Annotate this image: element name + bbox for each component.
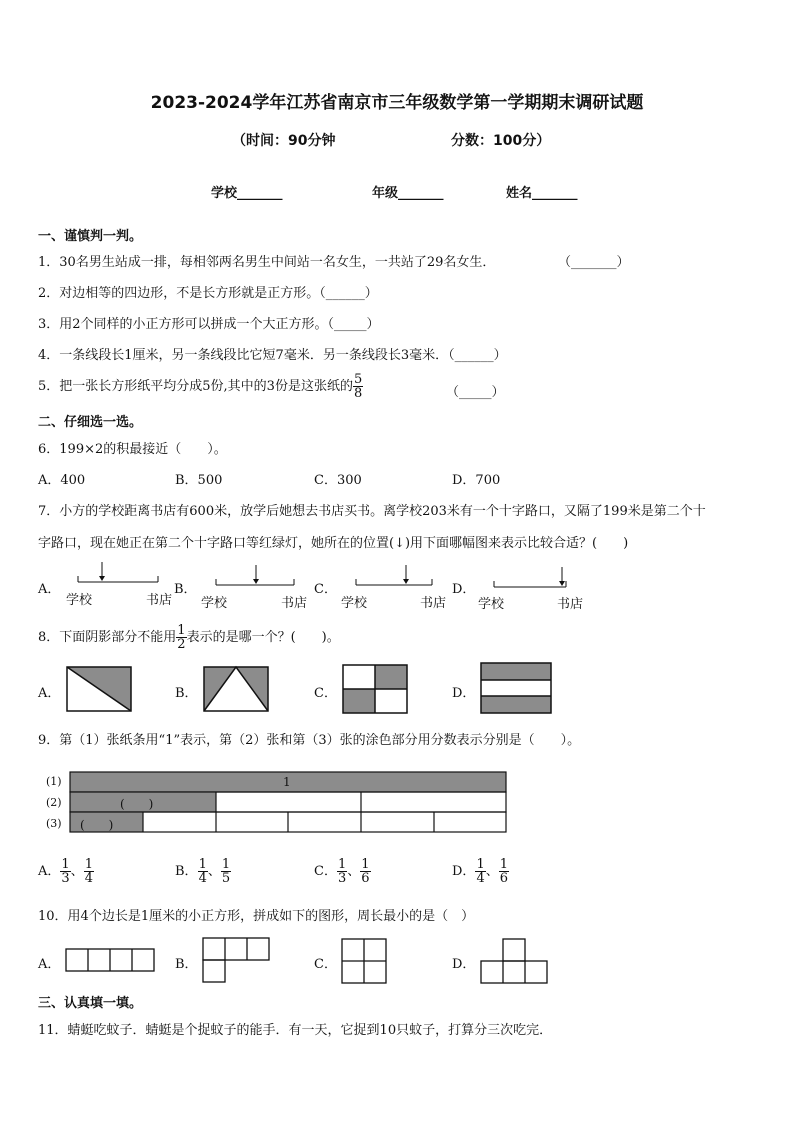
question-5-text: 5．把一张长方形纸平均分成5份,其中的3份是这张纸的 — [38, 379, 353, 394]
fraction-denominator: 6 — [499, 871, 509, 886]
q8-shape-b — [201, 664, 271, 714]
q6-option-b[interactable]: B．500 — [175, 473, 223, 488]
fraction-numerator: 1 — [337, 857, 347, 872]
fraction-denominator: 8 — [353, 386, 363, 401]
q8-option-c[interactable]: C． — [314, 686, 337, 701]
q8-option-b[interactable]: B． — [175, 686, 198, 701]
q7-a-store-label: 书店 — [146, 593, 173, 608]
separator: 、 — [485, 864, 499, 879]
question-6: 6．199×2的积最接近（ ）。 — [38, 442, 227, 457]
question-7-line2: 字路口，现在她正在第二个十字路口等红绿灯，她所在的位置(↓)用下面哪幅图来表示比较合适？( ) — [38, 536, 629, 551]
fraction-numerator: 5 — [353, 372, 363, 387]
grade-field[interactable]: 年级_______ — [372, 186, 444, 201]
q9-row-2-label: (2) — [46, 796, 62, 809]
q8-shape-a — [64, 664, 134, 714]
fraction-numerator: 1 — [361, 857, 370, 872]
fraction-numerator: 1 — [221, 857, 231, 872]
option-label: D． — [452, 864, 476, 879]
fraction-numerator: 1 — [61, 857, 70, 872]
q6-option-c[interactable]: C．300 — [314, 473, 362, 488]
fraction-5-8 — [353, 373, 363, 400]
q10-option-d[interactable]: D． — [452, 957, 476, 972]
q7-d-school-label: 学校 — [478, 597, 505, 612]
answer-blank-1[interactable]: （_______） — [558, 255, 630, 270]
q7-a-school-label: 学校 — [66, 593, 93, 608]
option-label: C． — [314, 864, 337, 879]
name-field[interactable]: 姓名_______ — [506, 186, 578, 201]
school-field[interactable]: 学校_______ — [211, 186, 283, 201]
fraction-numerator: 1 — [499, 857, 509, 872]
q7-c-store-label: 书店 — [420, 596, 447, 611]
question-1: 1．30名男生站成一排，每相邻两名男生中间站一名女生，一共站了29名女生． — [38, 255, 496, 270]
fraction-b1 — [198, 858, 208, 885]
page-title: 2023-2024学年江苏省南京市三年级数学第一学期期末调研试题 — [150, 93, 644, 113]
fraction-denominator: 4 — [84, 871, 93, 886]
fraction-b2 — [221, 858, 231, 885]
q7-c-school-label: 学校 — [341, 596, 368, 611]
q7-b-school-label: 学校 — [201, 596, 228, 611]
section-fill: 三、认真填一填。 — [38, 996, 143, 1011]
fraction-numerator: 1 — [476, 857, 485, 872]
q9-row-3-label: (3) — [46, 817, 62, 830]
fraction-denominator: 3 — [61, 871, 70, 886]
q8-shape-c — [340, 662, 410, 716]
section-judge: 一、谨慎判一判。 — [38, 229, 143, 244]
option-label: B． — [175, 864, 198, 879]
q7-b-store-label: 书店 — [281, 596, 308, 611]
q10-option-a[interactable]: A． — [38, 957, 61, 972]
q10-shape-b — [201, 936, 273, 984]
fraction-c2 — [360, 858, 370, 885]
fraction-a1 — [60, 858, 70, 885]
q9-option-b[interactable] — [175, 858, 231, 885]
q9-strip-one-label: 1 — [283, 775, 291, 789]
question-8-text: 8．下面阴影部分不能用 — [38, 630, 177, 645]
q7-option-c[interactable]: C． — [314, 582, 337, 597]
fraction-c1 — [337, 858, 347, 885]
exam-time: （时间：90分钟 — [232, 133, 336, 149]
fraction-d2 — [499, 858, 509, 885]
q9-option-d[interactable] — [452, 858, 509, 885]
fraction-denominator: 4 — [476, 871, 485, 886]
fraction-denominator: 3 — [337, 871, 347, 886]
q9-row-2-blank[interactable]: ( ) — [120, 797, 154, 811]
question-7-line1: 7．小方的学校距离书店有600米，放学后她想去书店买书。离学校203米有一个十字路口，又隔了199米是第二个十 — [38, 504, 706, 519]
question-3: 3．用2个同样的小正方形可以拼成一个大正方形。（_____） — [38, 317, 380, 332]
fraction-1-2 — [176, 624, 186, 651]
q7-option-d[interactable]: D． — [452, 582, 476, 597]
q7-option-a[interactable]: A． — [38, 582, 61, 597]
option-label: A． — [38, 864, 61, 879]
q10-option-b[interactable]: B． — [175, 957, 198, 972]
fraction-denominator: 6 — [361, 871, 370, 886]
q9-row-3-blank[interactable]: ( ) — [80, 818, 114, 832]
q6-option-d[interactable]: D．700 — [452, 473, 501, 488]
q10-option-c[interactable]: C． — [314, 957, 337, 972]
q7-option-b[interactable]: B． — [174, 582, 197, 597]
q8-shape-d — [478, 660, 554, 716]
question-4: 4．一条线段长1厘米，另一条线段比它短7毫米．另一条线段长3毫米．（______） — [38, 348, 507, 363]
q6-option-a[interactable]: A．400 — [38, 473, 86, 488]
separator: 、 — [347, 864, 361, 879]
q9-row-1-label: (1) — [46, 775, 62, 788]
exam-score: 分数：100分） — [451, 133, 551, 149]
fraction-denominator: 4 — [198, 871, 207, 886]
fraction-numerator: 1 — [84, 857, 93, 872]
fraction-denominator: 5 — [221, 871, 231, 886]
separator: 、 — [70, 864, 84, 879]
fraction-d1 — [475, 858, 485, 885]
question-9: 9．第（1）张纸条用“1”表示，第（2）张和第（3）张的涂色部分用分数表示分别是（ ）。 — [38, 733, 581, 748]
q8-option-d[interactable]: D． — [452, 686, 476, 701]
question-11: 11．蜻蜓吃蚊子．蜻蜓是个捉蚊子的能手．有一天，它捉到10只蚊子，打算分三次吃完． — [38, 1023, 553, 1038]
answer-blank-5[interactable]: （_____） — [446, 385, 505, 400]
question-8-text-end: 表示的是哪一个？( )。 — [186, 630, 340, 645]
fraction-denominator: 2 — [177, 637, 186, 652]
q7-d-store-label: 书店 — [557, 597, 584, 612]
q8-option-a[interactable]: A． — [38, 686, 61, 701]
question-8 — [38, 624, 340, 651]
q9-option-a[interactable] — [38, 858, 94, 885]
fraction-a2 — [84, 858, 94, 885]
fraction-numerator: 1 — [177, 623, 186, 638]
q10-shape-a — [64, 947, 156, 973]
section-choose: 二、仔细选一选。 — [38, 415, 143, 430]
q9-option-c[interactable] — [314, 858, 371, 885]
question-2: 2．对边相等的四边形，不是长方形就是正方形。（______） — [38, 286, 378, 301]
separator: 、 — [207, 864, 221, 879]
q10-shape-d — [479, 937, 549, 985]
fraction-numerator: 1 — [198, 857, 207, 872]
question-10: 10．用4个边长是1厘米的小正方形，拼成如下的图形，周长最小的是（ ） — [38, 909, 475, 924]
question-5 — [38, 373, 363, 400]
q10-shape-c — [340, 937, 388, 985]
